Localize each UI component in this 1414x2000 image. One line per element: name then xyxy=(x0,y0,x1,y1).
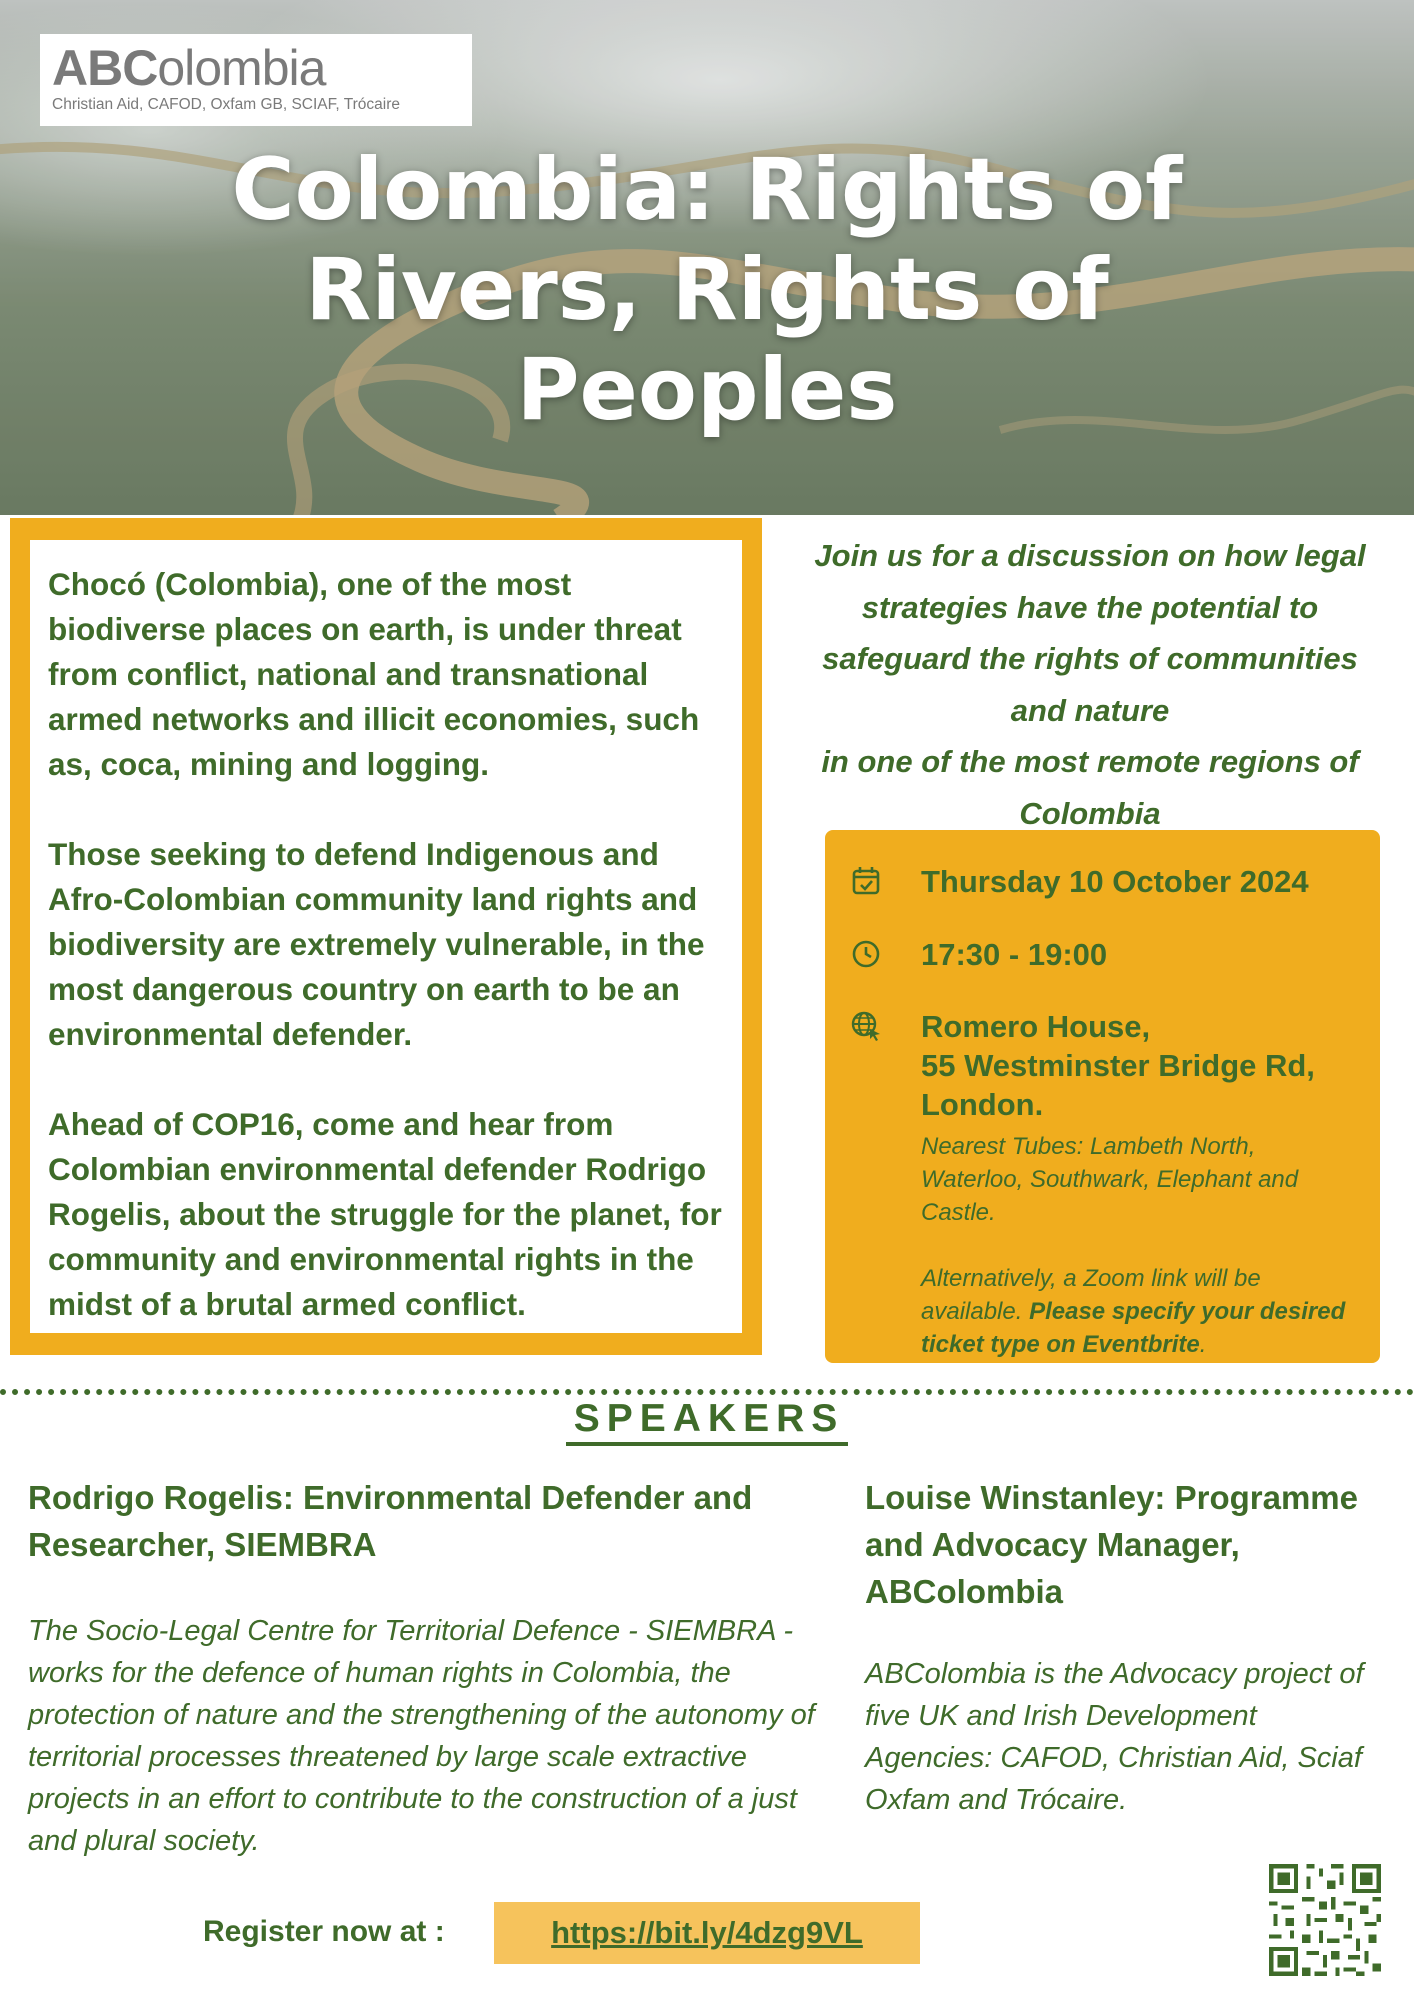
intro-box xyxy=(30,540,742,1333)
event-date-row xyxy=(849,862,1360,901)
venue-line-3: London. xyxy=(921,1087,1044,1122)
speaker-1-description: The Socio-Legal Centre for Territorial Defence - SIEMBRA - works for the defence of human rights in Colombia, the protection of nature and the strengthening of the autonomy of territorial processes threatened by large scale extractive projects in an effort to contribute to the construction of a just and plural society. xyxy=(28,1615,815,1857)
speakers-heading: SPEAKERS xyxy=(0,1397,1414,1441)
dotted-divider xyxy=(0,1389,1414,1395)
intro-frame xyxy=(10,518,762,1355)
event-details-card xyxy=(825,830,1380,1363)
zoom-note: Alternatively, a Zoom link will be available. Please specify your desired ticket type on Eventbrite. xyxy=(921,1265,1346,1358)
globe-icon xyxy=(849,1009,883,1043)
event-venue-row xyxy=(849,1007,1360,1361)
logo-members: Christian Aid, CAFOD, Oxfam GB, SCIAF, Trócaire xyxy=(52,96,400,113)
qr-code[interactable] xyxy=(1265,1860,1385,1980)
intro-paragraph-2: Those seeking to defend Indigenous and Afro-Colombian community land rights and biodiversity are extremely vulnerable, in the most dangerous country on earth to be an environmental defender. xyxy=(48,836,705,1052)
speaker-2-description: ABColombia is the Advocacy project of five UK and Irish Development Agencies: CAFOD, Christian Aid, Sciaf Oxfam and Trócaire. xyxy=(865,1658,1364,1816)
logo-wordmark: ABColombia xyxy=(52,40,326,96)
event-time: 17:30 - 19:00 xyxy=(921,937,1108,972)
venue-line-1: Romero House, xyxy=(921,1009,1151,1044)
invite-text: Join us for a discussion on how legal strategies have the potential to safeguard the rights of communities and nature in one of the most remote regions of Colombia xyxy=(814,538,1366,831)
calendar-icon xyxy=(849,864,883,898)
abcolombia-logo xyxy=(40,34,472,126)
register-link[interactable]: https://bit.ly/4dzg9VL xyxy=(494,1902,920,1964)
nearest-tubes: Nearest Tubes: Lambeth North, Waterloo, Southwark, Elephant and Castle. xyxy=(921,1133,1299,1226)
intro-paragraph-1: Chocó (Colombia), one of the most biodiverse places on earth, is under threat from conflict, national and transnational armed networks and illicit economies, such as, coca, mining and logging. xyxy=(48,566,700,782)
venue-line-2: 55 Westminster Bridge Rd, xyxy=(921,1048,1315,1083)
event-time-row xyxy=(849,935,1360,974)
speaker-2-name: Louise Winstanley: Programme and Advocacy Manager, ABColombia xyxy=(865,1479,1358,1610)
event-date: Thursday 10 October 2024 xyxy=(921,864,1309,899)
register-label: Register now at : xyxy=(203,1915,445,1948)
ticket-instruction: Please specify your desired ticket type on Eventbrite xyxy=(921,1298,1346,1358)
speaker-1-name: Rodrigo Rogelis: Environmental Defender and Researcher, SIEMBRA xyxy=(28,1479,753,1563)
page-title: Colombia: Rights of Rivers, Rights of Peoples xyxy=(231,140,1183,440)
hero-banner xyxy=(0,0,1414,515)
intro-paragraph-3: Ahead of COP16, come and hear from Colombian environmental defender Rodrigo Rogelis, about the struggle for the planet, for community and environmental rights in the midst of a brutal armed conflict. xyxy=(48,1106,722,1322)
clock-icon xyxy=(849,937,883,971)
